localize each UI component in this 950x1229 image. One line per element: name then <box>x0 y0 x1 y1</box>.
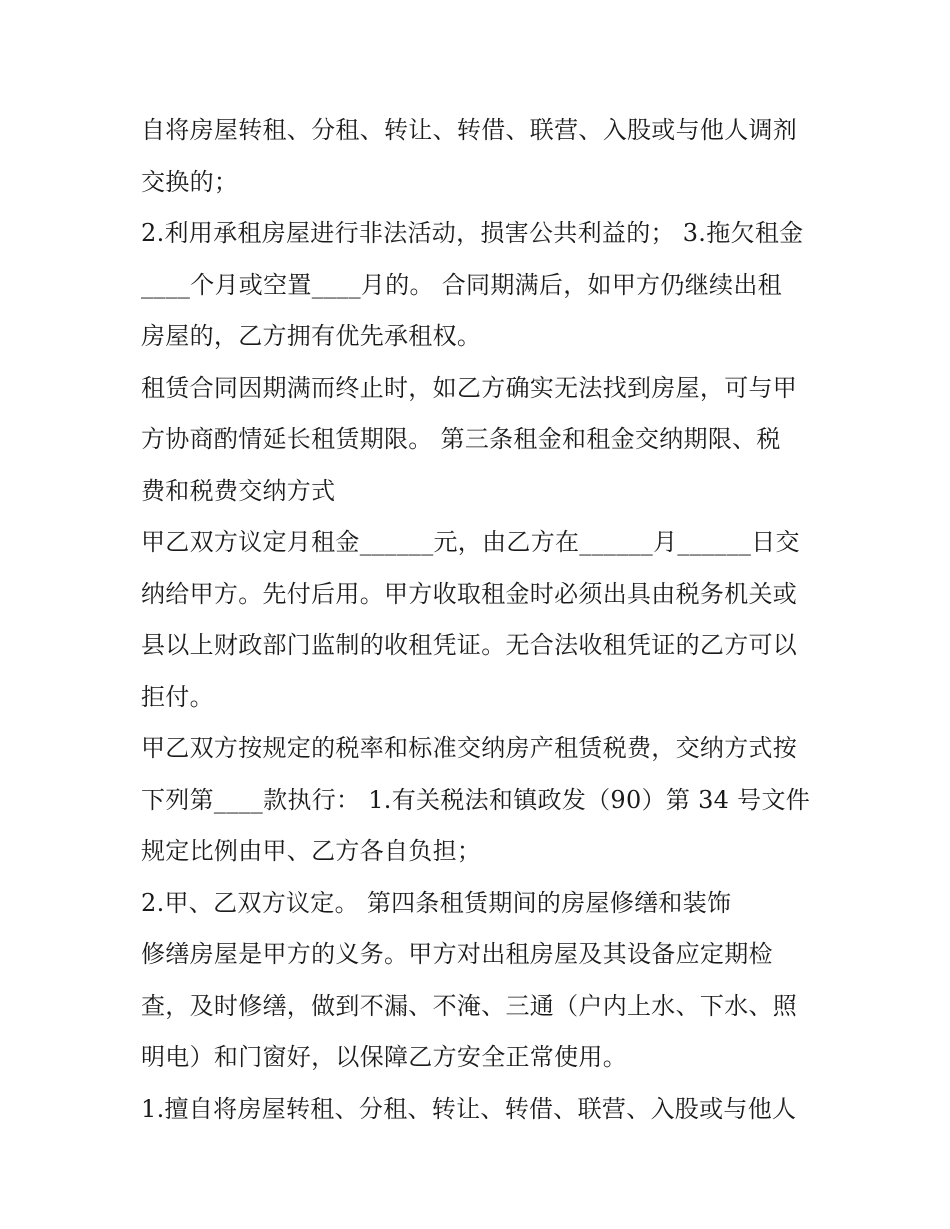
text-line: 修缮房屋是甲方的义务。甲方对出租房屋及其设备应定期检 <box>141 940 773 968</box>
text-line: 自将房屋转租、分租、转让、转借、联营、入股或与他人调剂 <box>141 116 798 144</box>
text-line: 房屋的，乙方拥有优先承租权。 <box>141 322 482 350</box>
text-line: 县以上财政部门监制的收租凭证。无合法收租凭证的乙方可以 <box>141 631 798 659</box>
document-body <box>141 105 821 1135</box>
text-line: 2.利用承租房屋进行非法活动，损害公共利益的； 3.拖欠租金 <box>141 219 804 247</box>
text-line: 1.擅自将房屋转租、分租、转让、转借、联营、入股或与他人 <box>141 1094 797 1123</box>
text-line: 明电）和门窗好，以保障乙方安全正常使用。 <box>141 1043 627 1071</box>
text-line: 费和税费交纳方式 <box>141 476 336 505</box>
text-line: 租赁合同因期满而终止时，如乙方确实无法找到房屋，可与甲 <box>141 373 798 402</box>
text-line: 交换的； <box>141 167 239 196</box>
text-line: 拒付。 <box>141 682 214 711</box>
text-line: ____个月或空置____月的。 合同期满后，如甲方仍继续出租 <box>141 270 782 299</box>
text-line: 查，及时修缮，做到不漏、不淹、三通（户内上水、下水、照 <box>141 991 798 1020</box>
text-line: 甲乙双方议定月租金______元，由乙方在______月______日交 <box>141 528 800 556</box>
text-line: 方协商酌情延长租赁期限。 第三条租金和租金交纳期限、税 <box>141 425 781 453</box>
text-line: 甲乙双方按规定的税率和标准交纳房产租赁税费，交纳方式按 <box>141 734 798 762</box>
text-line: 纳给甲方。先付后用。甲方收取租金时必须出具由税务机关或 <box>141 579 798 608</box>
text-line: 下列第____款执行： 1.有关税法和镇政发（90）第 34 号文件 <box>141 785 811 814</box>
text-line: 规定比例由甲、乙方各自负担； <box>141 837 482 865</box>
text-line: 2.甲、乙双方议定。 第四条租赁期间的房屋修缮和装饰 <box>141 888 732 917</box>
